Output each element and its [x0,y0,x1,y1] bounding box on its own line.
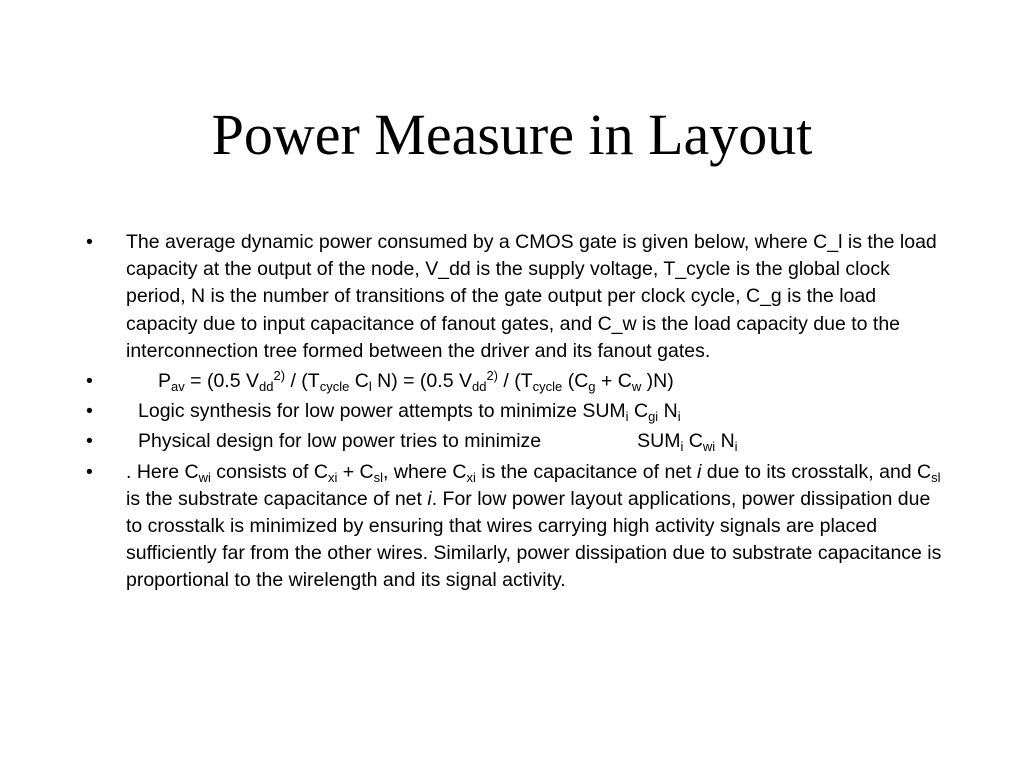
bullet-marker: • [86,400,93,423]
bullet-item-logic-synthesis [86,398,946,425]
bullet-marker: • [86,231,93,253]
bullet-item-crosstalk [86,459,946,595]
bullet-list [86,229,946,598]
power-formula: $P_{av} = (0.5$ $V_{dd}^{2)} / (T_{cycle}$ $C_l$ N) = (0.5 $V_{dd}^{2)} / (T_{cycle}$ ($C_g + C_w$ )N) [158,368,674,395]
slide-title: Power Measure in Layout [211,102,813,167]
bullet-item-formula [86,368,946,395]
bullet-item-dynamic-power [86,229,946,365]
bullet-text: . Here $C_{wi}$ consists of $C_{xi} + C_{sl}$, where $C_{xi}$ is the capacitance of net i due to its crosstalk, and $C_{sl}$ is the substrate capacitance of net i. For low power layout applications, power dissipation due to crosstalk is minimized by ensuring that wires carrying high activity signals are placed sufficiently far from the other wires. Similarly, power dissipation due to substrate capacitance is proportional to the wirelength and its signal activity. [126,460,942,592]
bullet-text: The average dynamic power consumed by a CMOS gate is given below, where C_l is the load capacity at the output of the node, V_dd is the supply voltage, T_cycle is the global clock period, N is the number of transitions of the gate output per clock cycle, C_g is the load capacity due to input capacitance of fanout gates, and C_w is the load capacity due to the interconnection tree formed between the driver and its fanout gates. [126,231,937,362]
bullet-marker: • [86,370,93,393]
bullet-marker: • [86,430,93,453]
bullet-item-physical-design [86,428,946,455]
bullet-text: Logic synthesis for low power attempts to minimize $SUM_i$ $C_{gi}$ $N_i$ [138,400,681,425]
bullet-marker: • [86,460,93,483]
bullet-text: Physical design for low power tries to minimize $SUM_i$ $C_{wi}$ $N_i$ [138,430,738,455]
